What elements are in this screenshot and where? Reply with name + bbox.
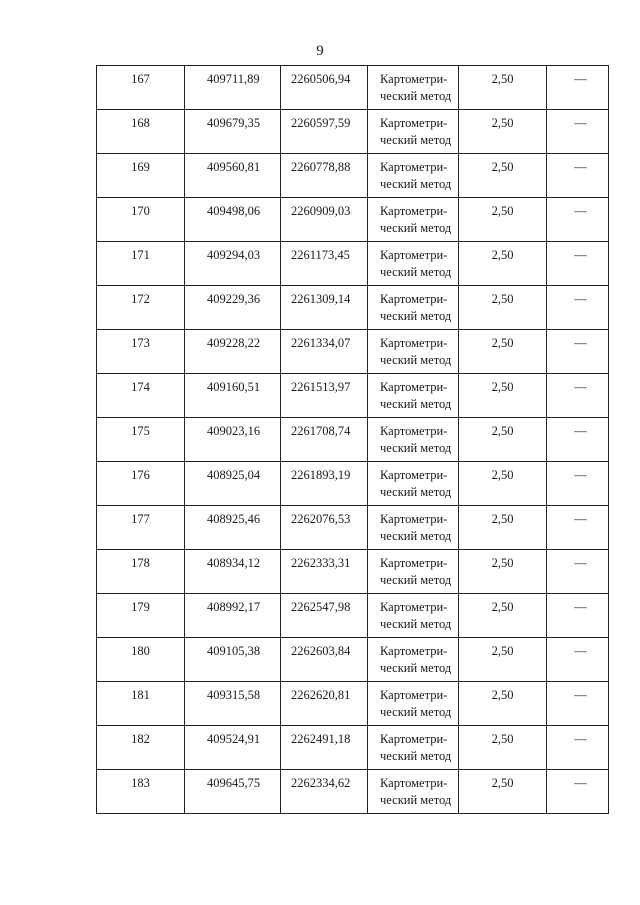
method-text: [368, 198, 458, 237]
note-text: —: [574, 556, 587, 570]
x-coordinate-text: 409023,16: [207, 424, 261, 438]
method-text: [368, 66, 458, 105]
point-number-text: 170: [131, 204, 150, 218]
point-number-text: 167: [131, 72, 150, 86]
table-row: [97, 550, 609, 594]
note-cell: [547, 418, 609, 462]
table-row: [97, 66, 609, 110]
method-line-2: ческий метод: [380, 353, 452, 367]
note-cell: [547, 198, 609, 242]
point-number-text: 181: [131, 688, 150, 702]
note-text: —: [574, 248, 587, 262]
method-text: [368, 418, 458, 457]
y-coordinate-cell: [281, 726, 368, 770]
table-row: [97, 506, 609, 550]
x-coordinate-cell: [185, 66, 281, 110]
method-cell: [368, 198, 459, 242]
point-number-cell: [97, 726, 185, 770]
precision-cell: [459, 418, 547, 462]
precision-cell: [459, 462, 547, 506]
point-number-text: 183: [131, 776, 150, 790]
point-number-cell: [97, 242, 185, 286]
x-coordinate-text: 409645,75: [207, 776, 261, 790]
page-number: 9: [316, 43, 324, 59]
method-cell: [368, 286, 459, 330]
precision-cell: [459, 682, 547, 726]
precision-text: 2,50: [491, 776, 514, 790]
method-line-1: Картометри-: [380, 600, 448, 614]
x-coordinate-cell: [185, 242, 281, 286]
precision-cell: [459, 770, 547, 814]
point-number-cell: [97, 330, 185, 374]
table-row: [97, 110, 609, 154]
y-coordinate-text: 2262603,84: [291, 644, 351, 658]
precision-text: 2,50: [491, 336, 514, 350]
x-coordinate-cell: [185, 198, 281, 242]
y-coordinate-text: 2262333,31: [291, 556, 351, 570]
method-text: [368, 374, 458, 413]
note-cell: [547, 110, 609, 154]
method-cell: [368, 682, 459, 726]
point-number-text: 180: [131, 644, 150, 658]
precision-cell: [459, 506, 547, 550]
note-cell: [547, 726, 609, 770]
y-coordinate-cell: [281, 638, 368, 682]
note-text: —: [574, 512, 587, 526]
method-text: [368, 242, 458, 281]
table-row: [97, 198, 609, 242]
y-coordinate-text: 2261173,45: [291, 248, 350, 262]
y-coordinate-text: 2260909,03: [291, 204, 351, 218]
method-text: [368, 154, 458, 193]
method-line-2: ческий метод: [380, 793, 452, 807]
method-cell: [368, 154, 459, 198]
note-text: —: [574, 424, 587, 438]
method-text: [368, 770, 458, 809]
note-text: —: [574, 116, 587, 130]
method-cell: [368, 330, 459, 374]
table-row: [97, 154, 609, 198]
precision-cell: [459, 330, 547, 374]
method-line-2: ческий метод: [380, 485, 452, 499]
precision-cell: [459, 594, 547, 638]
method-cell: [368, 418, 459, 462]
precision-text: 2,50: [491, 732, 514, 746]
table-row: [97, 594, 609, 638]
x-coordinate-text: 409560,81: [207, 160, 261, 174]
note-cell: [547, 550, 609, 594]
method-line-2: ческий метод: [380, 705, 452, 719]
y-coordinate-cell: [281, 550, 368, 594]
method-line-1: Картометри-: [380, 160, 448, 174]
method-line-2: ческий метод: [380, 133, 452, 147]
method-text: [368, 462, 458, 501]
method-line-2: ческий метод: [380, 661, 452, 675]
y-coordinate-cell: [281, 682, 368, 726]
table-row: [97, 242, 609, 286]
point-number-text: 174: [131, 380, 150, 394]
method-text: [368, 726, 458, 765]
table-row: [97, 286, 609, 330]
method-cell: [368, 242, 459, 286]
x-coordinate-cell: [185, 638, 281, 682]
point-number-text: 176: [131, 468, 150, 482]
x-coordinate-text: 408934,12: [207, 556, 261, 570]
x-coordinate-text: 409498,06: [207, 204, 261, 218]
point-number-cell: [97, 462, 185, 506]
method-cell: [368, 462, 459, 506]
point-number-cell: [97, 638, 185, 682]
note-cell: [547, 770, 609, 814]
point-number-text: 178: [131, 556, 150, 570]
note-text: —: [574, 160, 587, 174]
x-coordinate-text: 408925,04: [207, 468, 261, 482]
note-cell: [547, 374, 609, 418]
method-cell: [368, 550, 459, 594]
x-coordinate-text: 409228,22: [207, 336, 261, 350]
x-coordinate-text: 409229,36: [207, 292, 261, 306]
note-text: —: [574, 292, 587, 306]
note-text: —: [574, 600, 587, 614]
note-cell: [547, 462, 609, 506]
precision-cell: [459, 154, 547, 198]
precision-text: 2,50: [491, 556, 514, 570]
precision-text: 2,50: [491, 688, 514, 702]
precision-text: 2,50: [491, 512, 514, 526]
method-cell: [368, 770, 459, 814]
x-coordinate-cell: [185, 726, 281, 770]
y-coordinate-cell: [281, 594, 368, 638]
y-coordinate-text: 2261893,19: [291, 468, 351, 482]
y-coordinate-cell: [281, 66, 368, 110]
x-coordinate-cell: [185, 550, 281, 594]
point-number-text: 173: [131, 336, 150, 350]
precision-cell: [459, 726, 547, 770]
note-text: —: [574, 776, 587, 790]
precision-text: 2,50: [491, 424, 514, 438]
note-cell: [547, 242, 609, 286]
method-line-2: ческий метод: [380, 309, 452, 323]
point-number-cell: [97, 198, 185, 242]
method-line-1: Картометри-: [380, 512, 448, 526]
table-row: [97, 374, 609, 418]
note-cell: [547, 286, 609, 330]
point-number-text: 168: [131, 116, 150, 130]
point-number-cell: [97, 66, 185, 110]
y-coordinate-text: 2262491,18: [291, 732, 351, 746]
table-row: [97, 330, 609, 374]
note-text: —: [574, 468, 587, 482]
note-cell: [547, 682, 609, 726]
precision-cell: [459, 286, 547, 330]
y-coordinate-cell: [281, 286, 368, 330]
note-text: —: [574, 732, 587, 746]
precision-text: 2,50: [491, 248, 514, 262]
y-coordinate-cell: [281, 110, 368, 154]
x-coordinate-text: 408925,46: [207, 512, 261, 526]
note-cell: [547, 154, 609, 198]
x-coordinate-cell: [185, 110, 281, 154]
method-text: [368, 682, 458, 721]
method-line-2: ческий метод: [380, 397, 452, 411]
point-number-cell: [97, 550, 185, 594]
method-line-1: Картометри-: [380, 776, 448, 790]
precision-cell: [459, 66, 547, 110]
note-text: —: [574, 688, 587, 702]
y-coordinate-text: 2262547,98: [291, 600, 351, 614]
table-row: [97, 726, 609, 770]
method-cell: [368, 594, 459, 638]
y-coordinate-cell: [281, 330, 368, 374]
note-cell: [547, 594, 609, 638]
precision-text: 2,50: [491, 292, 514, 306]
method-cell: [368, 506, 459, 550]
x-coordinate-cell: [185, 154, 281, 198]
coordinates-table: [96, 65, 609, 814]
y-coordinate-text: 2260778,88: [291, 160, 351, 174]
y-coordinate-cell: [281, 198, 368, 242]
method-line-1: Картометри-: [380, 468, 448, 482]
method-line-1: Картометри-: [380, 556, 448, 570]
method-line-1: Картометри-: [380, 72, 448, 86]
note-text: —: [574, 72, 587, 86]
y-coordinate-text: 2262076,53: [291, 512, 351, 526]
y-coordinate-text: 2261708,74: [291, 424, 351, 438]
y-coordinate-cell: [281, 242, 368, 286]
table-row: [97, 462, 609, 506]
point-number-cell: [97, 154, 185, 198]
method-line-2: ческий метод: [380, 177, 452, 191]
point-number-text: 172: [131, 292, 150, 306]
precision-cell: [459, 198, 547, 242]
x-coordinate-text: 409524,91: [207, 732, 261, 746]
y-coordinate-text: 2261513,97: [291, 380, 351, 394]
precision-cell: [459, 550, 547, 594]
precision-text: 2,50: [491, 160, 514, 174]
x-coordinate-cell: [185, 330, 281, 374]
point-number-text: 179: [131, 600, 150, 614]
method-line-2: ческий метод: [380, 749, 452, 763]
method-text: [368, 506, 458, 545]
point-number-cell: [97, 374, 185, 418]
table-row: [97, 418, 609, 462]
precision-text: 2,50: [491, 600, 514, 614]
table-row: [97, 770, 609, 814]
method-line-2: ческий метод: [380, 221, 452, 235]
method-line-1: Картометри-: [380, 688, 448, 702]
table-row: [97, 638, 609, 682]
y-coordinate-text: 2261309,14: [291, 292, 351, 306]
method-line-1: Картометри-: [380, 248, 448, 262]
precision-text: 2,50: [491, 644, 514, 658]
y-coordinate-cell: [281, 506, 368, 550]
x-coordinate-text: 409105,38: [207, 644, 261, 658]
note-cell: [547, 66, 609, 110]
x-coordinate-cell: [185, 506, 281, 550]
method-line-2: ческий метод: [380, 617, 452, 631]
point-number-cell: [97, 418, 185, 462]
note-cell: [547, 506, 609, 550]
method-cell: [368, 726, 459, 770]
x-coordinate-cell: [185, 374, 281, 418]
y-coordinate-text: 2260597,59: [291, 116, 351, 130]
x-coordinate-text: 409679,35: [207, 116, 261, 130]
method-cell: [368, 66, 459, 110]
point-number-text: 182: [131, 732, 150, 746]
method-line-2: ческий метод: [380, 573, 452, 587]
x-coordinate-text: 409160,51: [207, 380, 261, 394]
y-coordinate-cell: [281, 770, 368, 814]
method-line-1: Картометри-: [380, 292, 448, 306]
point-number-cell: [97, 770, 185, 814]
y-coordinate-cell: [281, 462, 368, 506]
x-coordinate-text: 408992,17: [207, 600, 261, 614]
method-line-2: ческий метод: [380, 89, 452, 103]
method-line-1: Картометри-: [380, 116, 448, 130]
note-text: —: [574, 644, 587, 658]
note-text: —: [574, 204, 587, 218]
coordinates-table-body: [97, 66, 609, 814]
y-coordinate-text: 2262620,81: [291, 688, 351, 702]
method-line-1: Картометри-: [380, 336, 448, 350]
table-row: [97, 682, 609, 726]
x-coordinate-text: 409711,89: [207, 72, 260, 86]
precision-text: 2,50: [491, 204, 514, 218]
method-line-1: Картометри-: [380, 204, 448, 218]
y-coordinate-cell: [281, 418, 368, 462]
note-cell: [547, 330, 609, 374]
precision-cell: [459, 242, 547, 286]
x-coordinate-text: 409315,58: [207, 688, 261, 702]
method-line-2: ческий метод: [380, 265, 452, 279]
point-number-text: 171: [131, 248, 150, 262]
method-line-2: ческий метод: [380, 529, 452, 543]
y-coordinate-text: 2261334,07: [291, 336, 351, 350]
method-line-2: ческий метод: [380, 441, 452, 455]
method-cell: [368, 110, 459, 154]
method-text: [368, 110, 458, 149]
method-line-1: Картометри-: [380, 644, 448, 658]
x-coordinate-text: 409294,03: [207, 248, 261, 262]
point-number-cell: [97, 506, 185, 550]
point-number-cell: [97, 682, 185, 726]
x-coordinate-cell: [185, 418, 281, 462]
precision-text: 2,50: [491, 468, 514, 482]
x-coordinate-cell: [185, 594, 281, 638]
method-cell: [368, 638, 459, 682]
y-coordinate-text: 2260506,94: [291, 72, 351, 86]
point-number-cell: [97, 594, 185, 638]
precision-text: 2,50: [491, 380, 514, 394]
point-number-text: 175: [131, 424, 150, 438]
precision-cell: [459, 374, 547, 418]
y-coordinate-cell: [281, 154, 368, 198]
note-text: —: [574, 336, 587, 350]
note-text: —: [574, 380, 587, 394]
precision-cell: [459, 638, 547, 682]
precision-cell: [459, 110, 547, 154]
point-number-text: 169: [131, 160, 150, 174]
x-coordinate-cell: [185, 682, 281, 726]
method-text: [368, 594, 458, 633]
method-text: [368, 638, 458, 677]
method-text: [368, 286, 458, 325]
point-number-text: 177: [131, 512, 150, 526]
method-line-1: Картометри-: [380, 732, 448, 746]
method-line-1: Картометри-: [380, 424, 448, 438]
point-number-cell: [97, 286, 185, 330]
y-coordinate-text: 2262334,62: [291, 776, 351, 790]
method-text: [368, 330, 458, 369]
y-coordinate-cell: [281, 374, 368, 418]
method-cell: [368, 374, 459, 418]
precision-text: 2,50: [491, 116, 514, 130]
x-coordinate-cell: [185, 286, 281, 330]
method-text: [368, 550, 458, 589]
precision-text: 2,50: [491, 72, 514, 86]
method-line-1: Картометри-: [380, 380, 448, 394]
point-number-cell: [97, 110, 185, 154]
x-coordinate-cell: [185, 462, 281, 506]
x-coordinate-cell: [185, 770, 281, 814]
note-cell: [547, 638, 609, 682]
